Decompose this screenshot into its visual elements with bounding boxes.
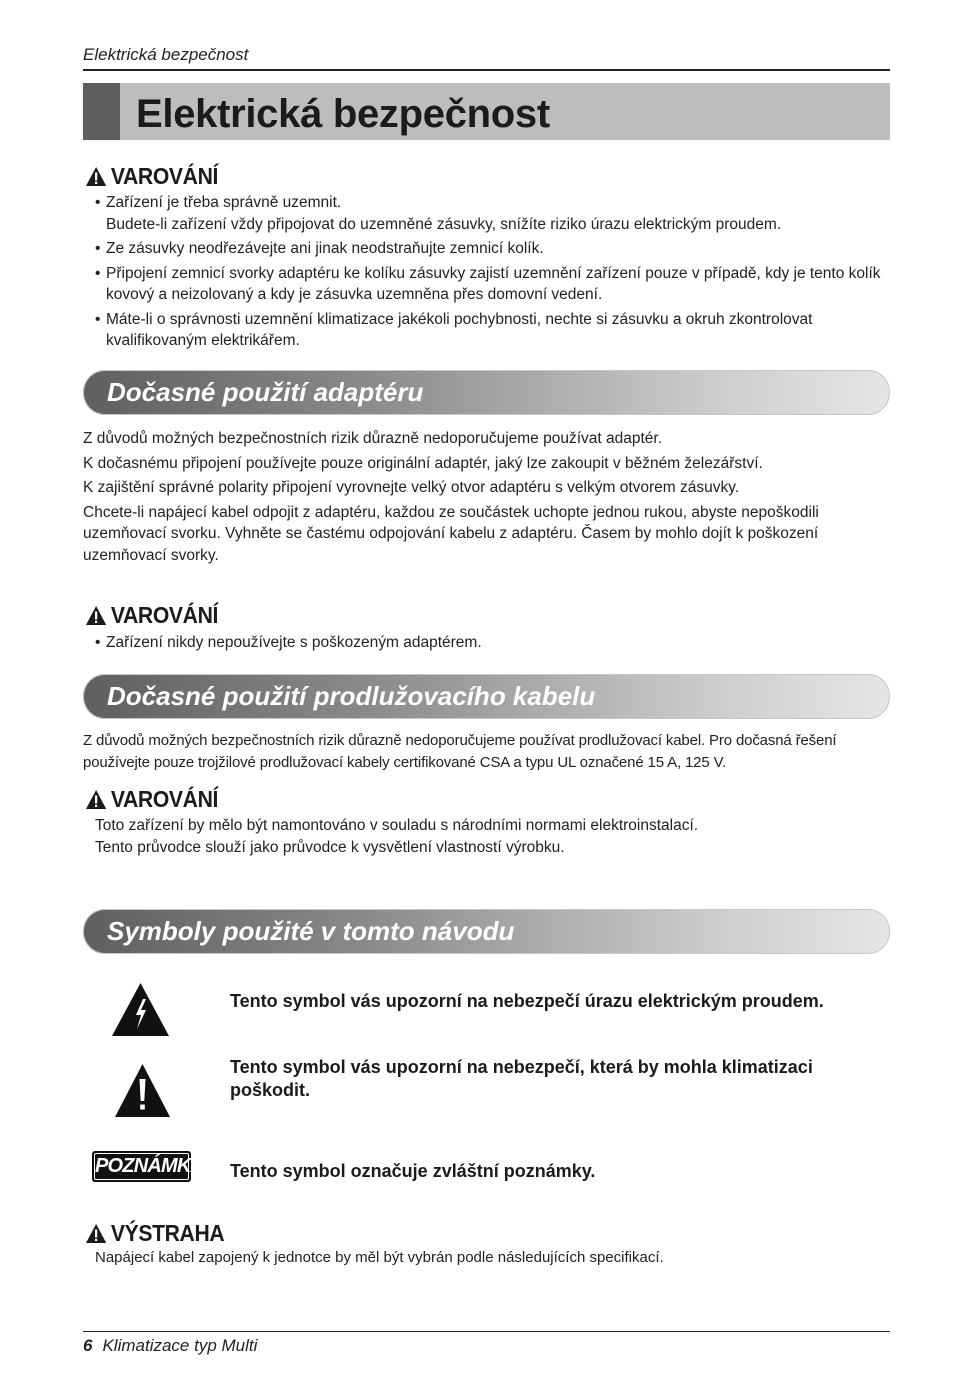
paragraph: K zajištění správné polarity připojení vyrovnejte velký otvor adaptéru s velkým otvorem zásuvky. (83, 479, 740, 496)
warning-triangle-icon (86, 790, 106, 809)
running-header: Elektrická bezpečnost (83, 45, 249, 64)
footer-rule (83, 1331, 890, 1332)
paragraph: Z důvodů možných bezpečnostních rizik důrazně nedoporučujeme používat adaptér. (83, 430, 663, 447)
section-title: Dočasné použití adaptéru (107, 377, 424, 407)
caution-heading-label: VÝSTRAHA (110, 1220, 225, 1246)
list-item (95, 192, 890, 235)
list-item (95, 263, 890, 306)
warning-heading-1 (86, 163, 218, 190)
list-item (95, 238, 890, 260)
note-badge (92, 1151, 205, 1182)
warning-line: Tento průvodce slouží jako průvodce k vysvětlení vlastností výrobku. (95, 838, 565, 856)
list-item-text: Ze zásuvky neodřezávejte ani jinak neodstraňujte zemnicí kolík. (106, 240, 544, 257)
caution-text: Napájecí kabel zapojený k jednotce by měl být vybrán podle následujících specifikací. (95, 1249, 664, 1266)
adapter-paragraphs (83, 428, 890, 569)
section-title: Dočasné použití prodlužovacího kabelu (107, 681, 596, 711)
warning-heading-label: VAROVÁNÍ (110, 786, 219, 812)
paragraph: Chcete-li napájecí kabel odpojit z adaptéru, každou ze součástek uchopte jednou rukou, abyste nepoškodili uzemňovací svorku. Vyhněte se častému odpojování kabelu z adaptéru. Časem by mohlo dojít k poškození uzemňovací svorky. (83, 503, 819, 564)
list-item-text: Máte-li o správnosti uzemnění klimatizace jakékoli pochybnosti, nechte si zásuvku a okruh zkontrolovat kvalifikovaným elektrikářem. (106, 310, 813, 349)
warning-line: Toto zařízení by mělo být namontováno v souladu s národními normami elektroinstalací. (95, 817, 699, 834)
warning-heading-2 (86, 602, 218, 629)
paragraph: Z důvodů možných bezpečnostních rizik důrazně nedoporučujeme používat prodlužovací kabel. Pro dočasná řešení používejte pouze trojžilové prodlužovací kabely certifikované CSA a typu UL označené 15 A, 125 V. (83, 732, 837, 771)
page-footer (83, 1336, 257, 1356)
list-item (95, 309, 890, 352)
footer-text: Klimatizace typ Multi (102, 1336, 258, 1355)
section-title: Symboly použité v tomto návodu (107, 916, 515, 946)
warning-triangle-icon (86, 606, 106, 625)
danger-warning-icon (115, 1064, 170, 1117)
list-item-text: Budete-li zařízení vždy připojovat do uzemněné zásuvky, snížíte riziko úrazu elektrickým proudem. (106, 215, 782, 233)
warning-list-1 (95, 192, 890, 355)
header-rule (83, 69, 890, 71)
warning-heading-label: VAROVÁNÍ (110, 163, 219, 189)
warning-triangle-icon (86, 1224, 106, 1243)
list-item (95, 632, 890, 654)
warning-heading-3 (86, 786, 218, 813)
list-item-text: Zařízení nikdy nepoužívejte s poškozeným adaptérem. (106, 634, 482, 651)
page-number: 6 (83, 1336, 93, 1355)
electric-shock-warning-icon (112, 983, 169, 1036)
section-bar-symbols (83, 909, 890, 954)
paragraph: K dočasnému připojení používejte pouze originální adaptér, jaký lze zakoupit v běžném železářství. (83, 454, 763, 472)
warning-text-3 (95, 815, 890, 858)
list-item-text: Připojení zemnicí svorky adaptéru ke kolíku zásuvky zajistí uzemnění zařízení pouze v případě, kdy je tento kolík kovový a neizolovaný a kdy je zásuvka uzemněna přes domovní vedení. (106, 264, 881, 303)
section-bar-extension (83, 674, 890, 719)
warning-triangle-icon (86, 167, 106, 186)
caution-heading (86, 1220, 224, 1247)
note-badge-label: POZNÁMKA (94, 1153, 189, 1180)
electric-symbol-description: Tento symbol vás upozorní na nebezpečí úrazu elektrickým proudem. (230, 991, 824, 1011)
page-title: Elektrická bezpečnost (136, 92, 550, 136)
section-bar-adapter (83, 370, 890, 415)
title-tab-marker (83, 83, 120, 140)
note-symbol-description: Tento symbol označuje zvláštní poznámky. (230, 1161, 596, 1181)
page-title-bar (83, 83, 890, 140)
list-item-text: Zařízení je třeba správně uzemnit. (106, 194, 342, 211)
danger-symbol-description: Tento symbol vás upozorní na nebezpečí, která by mohla klimatizaci poškodit. (230, 1057, 813, 1100)
warning-list-2 (95, 632, 890, 657)
warning-heading-label: VAROVÁNÍ (110, 602, 219, 628)
extension-paragraph (83, 730, 890, 776)
